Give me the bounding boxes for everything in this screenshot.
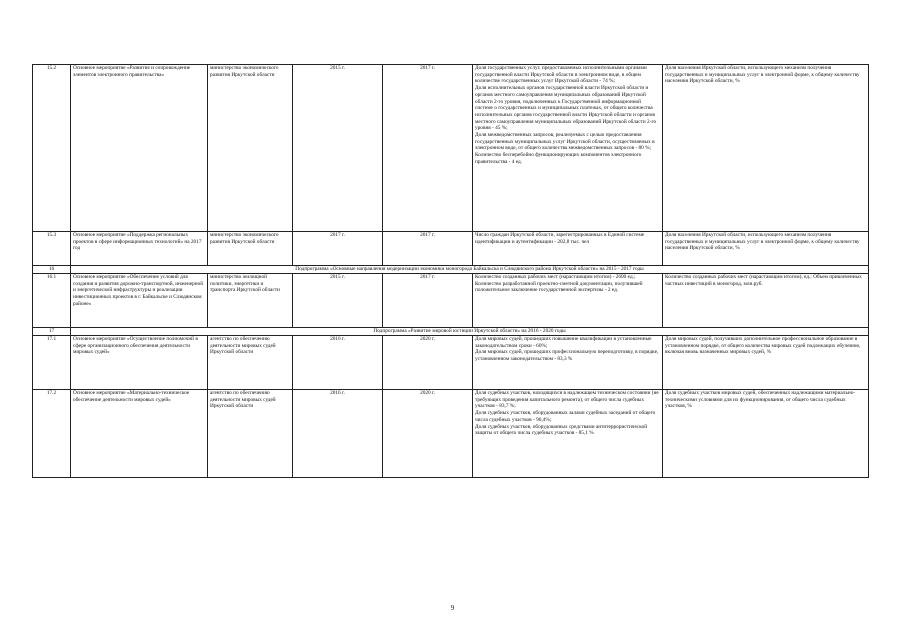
table-row <box>33 274 869 328</box>
result-item: Число граждан Иркутской области, зарегистрированных в Единой системе идентификации и аутентификации - 202,8 тыс. чел <box>475 232 645 245</box>
table-row <box>33 390 869 478</box>
result-item: Доля мировых судей, прошедших повышение квалификации в установленные законодательством сроки - 60%; <box>475 336 652 349</box>
result-item: Доля мировых судей, прошедших профессиональную переподготовку, в порядке, установленном законодательством - 83,3 % <box>475 349 659 363</box>
row-number: 17.2 <box>33 390 71 478</box>
row-number: 17 <box>33 328 71 336</box>
table-row <box>33 232 869 266</box>
start-year: 2016 г. <box>293 390 383 478</box>
result-item: Количество созданных рабочих мест (нарастающим итогом) - 2600 ед.; <box>475 274 636 280</box>
result-item: Доля судебных участков, находящихся в надлежащем техническом состоянии (не требующих проведения капитального ремонта), от общего числа судебных участков - 83,7 %; <box>475 390 659 410</box>
page-number: 9 <box>450 604 455 612</box>
executor: агентство по обеспечению деятельности мировых судей Иркутской области <box>208 390 293 478</box>
expected-results <box>473 65 663 232</box>
expected-results <box>473 390 663 478</box>
subprogram-row <box>33 266 869 274</box>
result-item: Доля межведомственных запросов, реализуемых с целью предоставления государственных муниципальных услуг Иркутской области, осуществляемых в электронном виде, от общего количества межведомственных запросов - 80 %; <box>475 132 655 152</box>
result-item: Доля судебных участков, оборудованных залами судебных заседаний от общего числа судебных участков - 96,4%; <box>475 410 656 423</box>
program-table <box>32 64 869 478</box>
executor: министерство жилищной политики, энергетики и транспорта Иркутской области <box>208 274 293 328</box>
start-year: 2016 г. <box>293 336 383 390</box>
start-year: 2015 г. <box>293 274 383 328</box>
activity-name: Основное мероприятие «Осуществление полномочий в сфере организационного обеспечения деятельности мировых судей» <box>71 336 208 390</box>
executor: министерство экономического развития Иркутской области <box>208 232 293 266</box>
subprogram-title: Подпрограмма «Развитие мировой юстиции Иркутской области» на 2016 - 2020 годы <box>71 328 869 336</box>
activity-name: Основное мероприятие «Развитие и сопровождение элементов электронного правительства» <box>71 65 208 232</box>
start-year: 2017 г. <box>293 232 383 266</box>
executor: министерство экономического развития Иркутской области <box>208 65 293 232</box>
expected-results <box>473 274 663 328</box>
table-row <box>33 65 869 232</box>
row-number: 15.3 <box>33 232 71 266</box>
end-year: 2017 г. <box>383 232 473 266</box>
target-indicators: Доля судебных участков мировых судей, обеспеченных надлежащими материально-техническими условиями для их функционирования, от общего числа судебных участков, % <box>663 390 869 478</box>
activity-name: Основное мероприятие «Материально-техническое обеспечение деятельности мировых судей» <box>71 390 208 478</box>
expected-results <box>473 336 663 390</box>
row-number: 16 <box>33 266 71 274</box>
subprogram-row <box>33 328 869 336</box>
result-item: Количество бесперебойно функционирующих компонентов электронного правительства - 4 ед. <box>475 152 642 165</box>
table-row <box>33 336 869 390</box>
start-year: 2015 г. <box>293 65 383 232</box>
row-number: 15.2 <box>33 65 71 232</box>
end-year: 2020 г. <box>383 390 473 478</box>
activity-name: Основное мероприятие «Обеспечение условий для создания и развития дорожно-транспортной, инженерной и энергетической инфраструктуры и реализации инвестиционных проектов в г. Байкальске и Слюдянском районе» <box>71 274 208 328</box>
result-item: Доля исполнительных органов государственной власти Иркутской области и органов местного самоуправления муниципальных образований Иркутской области 2-го уровня, подключенных к Государственной информационной системе о государственных и муниципальных платежах, от общего количества исполнительных органов государственной власти Иркутской области и органов местного самоуправления муниципальных образований Иркутской области 2-го уровня - 45 %; <box>475 85 657 132</box>
expected-results <box>473 232 663 266</box>
row-number: 16.1 <box>33 274 71 328</box>
result-item: Доля судебных участков, оборудованных средствами антитеррористической защиты от общего числа судебных участков - 85,1 % <box>475 423 648 437</box>
target-indicators: Доля населения Иркутской области, использующего механизм получения государственных и муниципальных услуг в электронной форме, к общему количеству населения Иркутской области, % <box>663 232 869 266</box>
target-indicators: Доля мировых судей, получивших дополнительное профессиональное образование в установленном порядке, от общего количества мировых судей подлежащих обучению, включая вновь назначенных мировых судей, % <box>663 336 869 390</box>
end-year: 2017 г. <box>383 274 473 328</box>
end-year: 2020 г. <box>383 336 473 390</box>
end-year: 2017 г. <box>383 65 473 232</box>
result-item: Доля государственных услуг, предоставляемых исполнительными органами государственной власти Иркутской области в электронном виде, в общем количестве государственных услуг Иркутской области - 74 %; <box>475 65 647 85</box>
result-item: Количество разработанной проектно-сметной документации, получившей положительное заключение государственной экспертизы - 2 ед. <box>475 280 643 294</box>
target-indicators: Доля населения Иркутской области, использующего механизм получения государственных и муниципальных услуг в электронной форме, к общему количеству населения Иркутской области, % <box>663 65 869 232</box>
executor: агентство по обеспечению деятельности мировых судей Иркутской области <box>208 336 293 390</box>
row-number: 17.1 <box>33 336 71 390</box>
activity-name: Основное мероприятие «Поддержка региональных проектов в сфере информационных технологий» на 2017 год <box>71 232 208 266</box>
target-indicators: Количество созданных рабочих мест (нарастающим итогом), ед.; Объем привлеченных частных инвестиций в моногород, млн.руб. <box>663 274 869 328</box>
subprogram-title: Подпрограмма «Основные направления модернизации экономики моногорода Байкальска и Слюдянского района Иркутской области» на 2015 - 2017 годы <box>71 266 869 274</box>
